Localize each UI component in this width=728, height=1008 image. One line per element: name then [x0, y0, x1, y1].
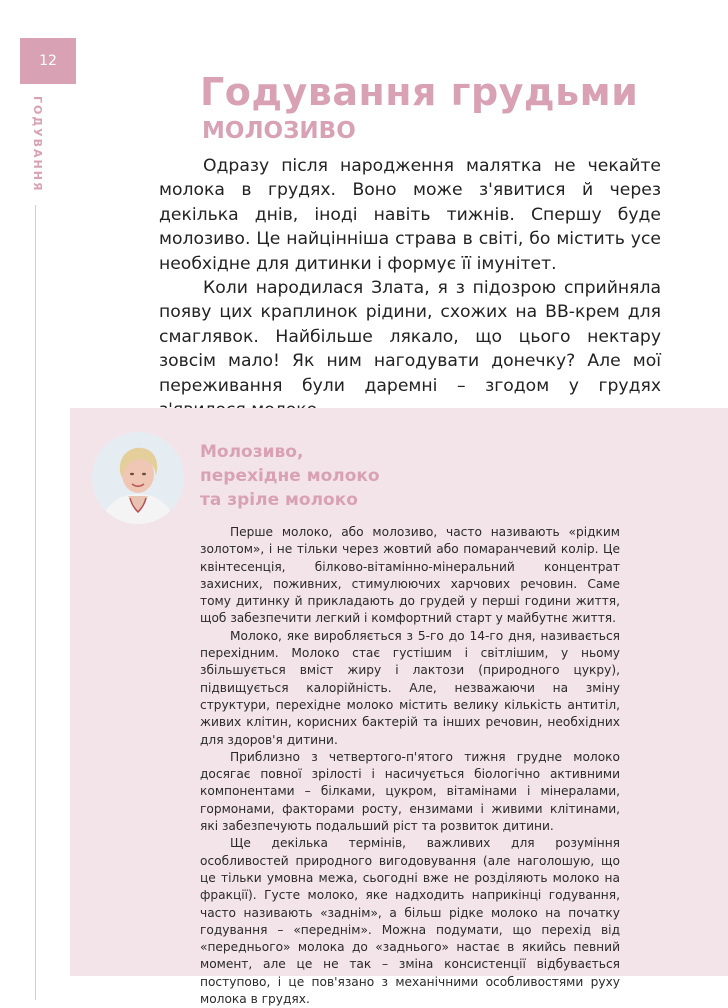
expert-paragraph: Перше молоко, або молозиво, часто називають «рідким золотом», і не тільки через жовтий або помаранчевий колір. Це квінтесенція, білково-вітамінно-мінеральний концентрат захисних, поживних, стимулюючих харчових речовин. Саме тому дитинку й прикладають до грудей у перші години життя, щоб забезпечити легкий і комфортний старт у майбутнє життя. — [200, 525, 620, 626]
expert-photo — [92, 432, 184, 524]
intro-paragraph: Одразу після народження малятка не чекайте молока в грудях. Воно може з'явитися й через декілька днів, іноді навіть тижнів. Спершу буде молозиво. Це найцінніша страва в світі, бо містить усе необхідне для дитинки і формує її імунітет. — [159, 156, 661, 274]
page-subtitle: МОЛОЗИВО — [202, 118, 356, 144]
section-side-label — [28, 96, 44, 196]
expert-box-title-line: Молозиво, — [200, 442, 304, 462]
intro-text — [159, 154, 661, 422]
expert-portrait-icon — [92, 432, 184, 524]
expert-box-text — [200, 524, 620, 1008]
expert-paragraph: Приблизно з четвертого-п'ятого тижня грудне молоко досягає повної зрілості і насичується біологічно активними компонентами – білками, цукром, вітамінами і мінералами, гормонами, факторами росту, ензимами і живими клітинами, які забезпечують подальший ріст та розвиток дитини. — [200, 749, 620, 834]
expert-paragraph: Молоко, яке виробляється з 5-го до 14-го дня, називається перехідним. Молоко стає густішим і світлішим, у ньому збільшується вміст жиру і лактози (природного цукру), підвищується калорійність. Але, незважаючи на зміну структури, перехідне молоко містить велику кількість антитіл, живих клітин, корисних бактерій та інших речовин, необхідних для здоров'я дитини. — [200, 628, 620, 747]
section-label-text: ГОДУВАННЯ — [31, 96, 44, 193]
expert-box-title-line: перехідне молоко — [200, 466, 380, 486]
intro-paragraph: Коли народилася Злата, я з підозрою сприйняла появу цих краплинок рідини, схожих на BB-крем для смаглявок. Найбільше лякало, що цього нектару зовсім мало! Як ним нагодувати донечку? Але мої переживання були даремні – згодом у грудях — [159, 278, 661, 396]
side-divider — [35, 205, 36, 1000]
page-number: 12 — [20, 38, 76, 84]
expert-box-title — [200, 440, 380, 512]
page-title: Годування грудьми — [200, 70, 639, 114]
expert-box-title-line: та зріле молоко — [200, 490, 358, 510]
expert-paragraph: Ще декілька термінів, важливих для розуміння особливостей природного вигодовування (але наголошую, що це тільки умовна межа, сьогодні вже не розділяють молоко на фракції). Густе молоко, яке надходить наприкінці годування, часто називають «заднім», а більш рідке молоко на початку годування – «переднім». Можна подумати, що перехід від «переднього» молока до «заднього» настає в якийсь певний момент, але це не так – зміна консистенції відбувається поступово, і це пов'язано з механічними особливостями руху молока в грудях. — [200, 836, 620, 1007]
